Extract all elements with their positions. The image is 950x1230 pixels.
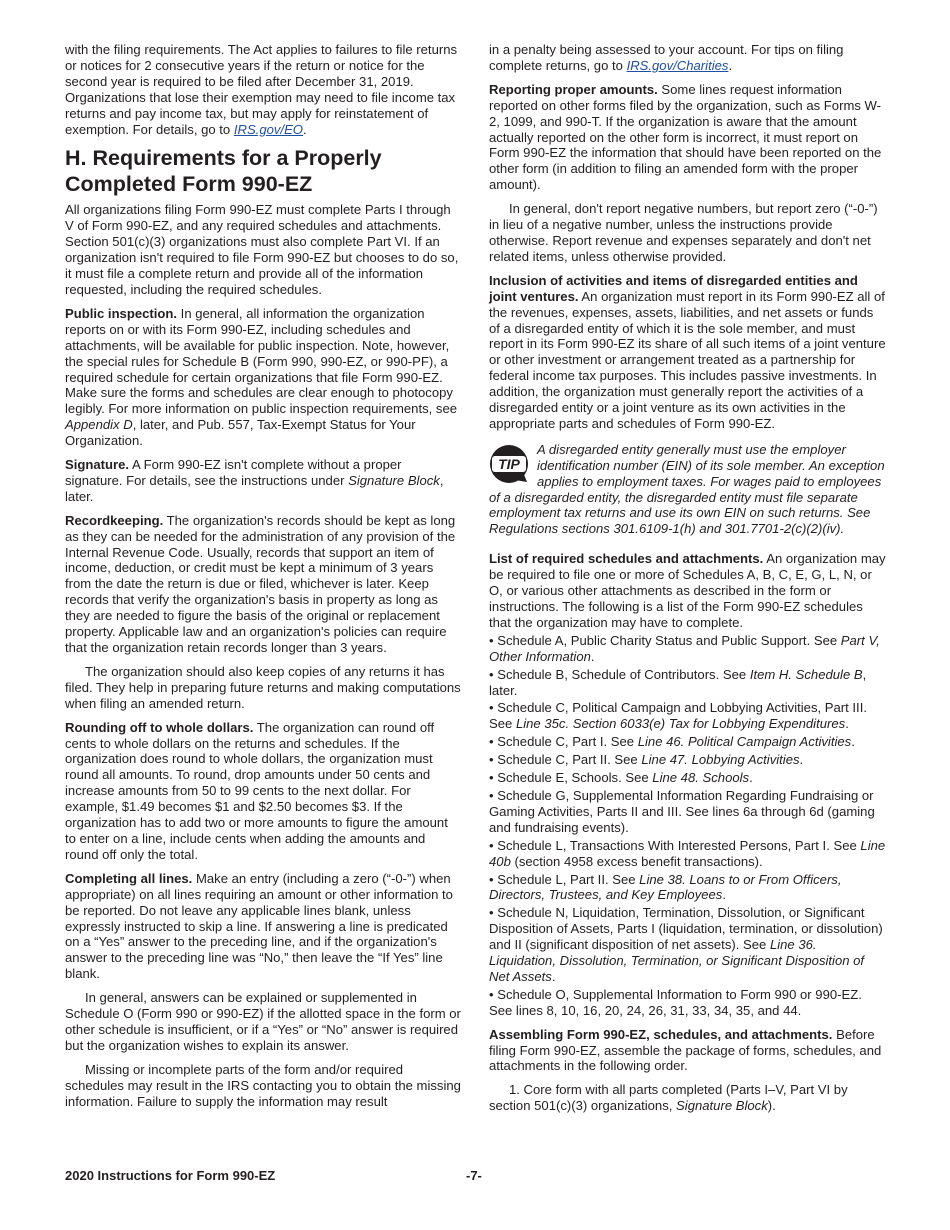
left-column bbox=[65, 42, 461, 1117]
footer-title: 2020 Instructions for Form 990-EZ bbox=[65, 1168, 276, 1183]
intro-paragraph: with the filing requirements. The Act applies to failures to file returns or notices for 2 consecutive years if the return or notice for the second year is required to be filed after December 31, 2019. Organizations that lose their exemption may need to file income tax returns and pay income tax, but may apply for reinstatement of exemption. For details, go to IRS.gov/EO. bbox=[65, 42, 458, 137]
list-item: • Schedule L, Part II. See Line 38. Loans to or From Officers, Directors, Trustees, and Key Employees. bbox=[489, 871, 842, 903]
tip-icon-label: TIP bbox=[498, 455, 520, 472]
list-item: • Schedule A, Public Charity Status and Public Support. See Part V, Other Information. bbox=[489, 632, 880, 664]
list-item: • Schedule O, Supplemental Information to Form 990 or 990-EZ. See lines 8, 10, 16, 20, 24, 26, 31, 33, 34, 35, and 44. bbox=[489, 986, 862, 1018]
disregarded-entities-paragraph: Inclusion of activities and items of disregarded entities and joint ventures. An organization must report in its Form 990-EZ all of the revenues, expenses, assets, liabilities, and net assets or funds of a disregarded entity of which it is the sole member, and must report in its Form 990-EZ its share of all such items of a joint venture or other investment or arrangement treated as a partnership for federal income tax purposes. This includes passive investments. In addition, the organization must generally report the activities of a disregarded entity or a joint venture as its own activities in the appropriate parts and schedules of Form 990-EZ. bbox=[489, 272, 886, 431]
schedule-bullet-list bbox=[489, 633, 887, 1019]
missing-parts-paragraph: Missing or incomplete parts of the form and/or required schedules may result in the IRS contacting you to obtain the missing information. Failure to supply the information may result bbox=[65, 1061, 461, 1109]
list-item: • Schedule N, Liquidation, Termination, Dissolution, or Significant Disposition of Assets, Parts I (liquidation, termination, or dissolution) and II (significant disposition of net assets). See Line 36. Liquidation, Dissolution, Termination, or Significant Disposition of Net Assets. bbox=[489, 905, 883, 984]
copies-paragraph: The organization should also keep copies of any returns it has filed. They help in preparing future returns and making computations when filing an amended return. bbox=[65, 663, 461, 711]
public-inspection-paragraph: Public inspection. In general, all information the organization reports on or with its Form 990-EZ, including schedules and attachments, will be available for public inspection. Note, however, the special rules for Schedule B (Form 990, 990-EZ, or 990-PF), a required schedule for certain organizations that file Form 990-EZ. Make sure the forms and schedules are clear enough to photocopy legibly. For more information on public inspection requirements, see Appendix D, later, and Pub. 557, Tax-Exempt Status for Your Organization. bbox=[65, 305, 458, 449]
recordkeeping-title: Recordkeeping. bbox=[65, 512, 164, 528]
list-item: • Schedule B, Schedule of Contributors. See Item H. Schedule B, later. bbox=[489, 666, 867, 698]
disregarded-entities-title: Inclusion of activities and items of disregarded entities and joint ventures. bbox=[489, 272, 858, 304]
completing-lines-paragraph: Completing all lines. Make an entry (including a zero (“-0-”) when appropriate) on all lines requiring an amount or other information to be reported. Do not leave any applicable lines blank, unless expressly instructed to skip a line. If answering a line is predicated on a “Yes” answer to the preceding line, and if the organization's answer to the preceding line was “No,” then leave the “If Yes” line blank. bbox=[65, 870, 453, 982]
recordkeeping-paragraph: Recordkeeping. The organization's records should be kept as long as they can be needed for the administration of any provision of the Internal Revenue Code. Usually, records that support an item of income, deduction, or credit must be kept a minimum of 3 years from the date the return is due or filed, whichever is later. Keep records that verify the organization's basis in property as long as they are needed to figure the basis of the original or replacement property. Applicable law and an organization's policies can require that the organization retain records longer than 3 years. bbox=[65, 512, 456, 655]
list-item: • Schedule G, Supplemental Information Regarding Fundraising or Gaming Activities, Parts II and III. See lines 6a through 6d (gaming and fundraising events). bbox=[489, 787, 875, 835]
public-inspection-title: Public inspection. bbox=[65, 305, 178, 321]
completing-lines-title: Completing all lines. bbox=[65, 870, 193, 886]
assembling-paragraph: Assembling Form 990-EZ, schedules, and attachments. Before filing Form 990-EZ, assemble the package of forms, schedules, and attachments in the following order. bbox=[489, 1026, 882, 1074]
signature-title: Signature. bbox=[65, 457, 130, 473]
list-item: • Schedule E, Schools. See Line 48. Schools. bbox=[489, 770, 753, 786]
section-heading: H. Requirements for a Properly Completed Form 990-EZ bbox=[65, 146, 382, 197]
rounding-title: Rounding off to whole dollars. bbox=[65, 719, 254, 735]
irs-charities-link[interactable]: IRS.gov/Charities bbox=[626, 57, 729, 73]
list-item: • Schedule C, Political Campaign and Lobbying Activities, Part III. See Line 35c. Section 6033(e) Tax for Lobbying Expenditures. bbox=[489, 700, 867, 732]
reporting-amounts-paragraph: Reporting proper amounts. Some lines request information reported on other forms filed by the organization, such as Forms W-2, 1099, and 990-T. If the organization is aware that the amount actually reported on the other form is incorrect, it must report on Form 990-EZ the information that should have been reported on the other form (in addition to filing an amended form with the proper amount). bbox=[489, 81, 882, 193]
signature-paragraph: Signature. A Form 990-EZ isn't complete without a proper signature. For details, see the instructions under Signature Block, later. bbox=[65, 457, 444, 504]
schedule-o-paragraph: In general, answers can be explained or supplemented in Schedule O (Form 990 or 990-EZ) if the allotted space in the form or other schedule is insufficient, or if a “Yes” or “No” answer is required but the organization wishes to explain its answer. bbox=[65, 990, 461, 1053]
negative-numbers-paragraph: In general, don't report negative numbers, but report zero (“-0-”) in lieu of a negative number, unless the instructions provide otherwise. Report revenue and expenses separately and don't net related items, unless otherwise provided. bbox=[489, 201, 878, 264]
list-item: • Schedule C, Part II. See Line 47. Lobbying Activities. bbox=[489, 752, 804, 768]
required-schedules-title: List of required schedules and attachments. bbox=[489, 551, 764, 567]
tip-text: A disregarded entity generally must use the employer identification number (EIN) of its sole member. An exception applies to employment taxes. For wages paid to employees of a disregarded entity, the disregarded entity must file separate employment tax returns and use its own EIN on such returns. See Regulations sections 301.6109-1(h) and 301.7701-2(c)(2)(iv). bbox=[489, 441, 885, 537]
right-column bbox=[489, 42, 887, 1122]
reporting-amounts-title: Reporting proper amounts. bbox=[489, 81, 658, 97]
penalty-paragraph: in a penalty being assessed to your account. For tips on filing complete returns, go to IRS.gov/Charities. bbox=[489, 42, 844, 73]
all-organizations-paragraph: All organizations filing Form 990-EZ must complete Parts I through V of Form 990-EZ, and any required schedules and attachments. Section 501(c)(3) organizations must also complete Part VI. If an organization isn't required to file Form 990-EZ but chooses to do so, it must file a complete return and provide all of the information requested, including the required schedules. bbox=[65, 202, 459, 297]
required-schedules-paragraph: List of required schedules and attachments. An organization may be required to file one or more of Schedules A, B, C, E, G, L, N, or O, or various other attachments as described in the form or instructions. The following is a list of the Form 990-EZ schedules that the organization may have to complete. bbox=[489, 551, 886, 630]
list-item: • Schedule L, Transactions With Interested Persons, Part I. See Line 40b (section 4958 excess benefit transactions). bbox=[489, 837, 886, 869]
page-number: -7- bbox=[466, 1168, 482, 1183]
rounding-paragraph: Rounding off to whole dollars. The organization can round off cents to whole dollars on the returns and schedules. If the organization does round to whole dollars, the organization must round all amounts. To round, drop amounts under 50 cents and increase amounts from 50 to 99 cents to the next dollar. For example, $1.49 becomes $1 and $2.50 becomes $3. If the organization has to add two or more amounts to figure the amount to enter on a line, include cents when adding the amounts and round off only the total. bbox=[65, 719, 448, 862]
irs-eo-link[interactable]: IRS.gov/EO bbox=[233, 121, 303, 137]
list-item: • Schedule C, Part I. See Line 46. Political Campaign Activities. bbox=[489, 734, 855, 750]
tip-icon bbox=[489, 444, 529, 484]
assembly-item-1: 1. Core form with all parts completed (Parts I–V, Part VI by section 501(c)(3) organizations, Signature Block). bbox=[489, 1082, 848, 1114]
assembling-title: Assembling Form 990-EZ, schedules, and attachments. bbox=[489, 1026, 833, 1042]
tip-box bbox=[489, 442, 887, 537]
